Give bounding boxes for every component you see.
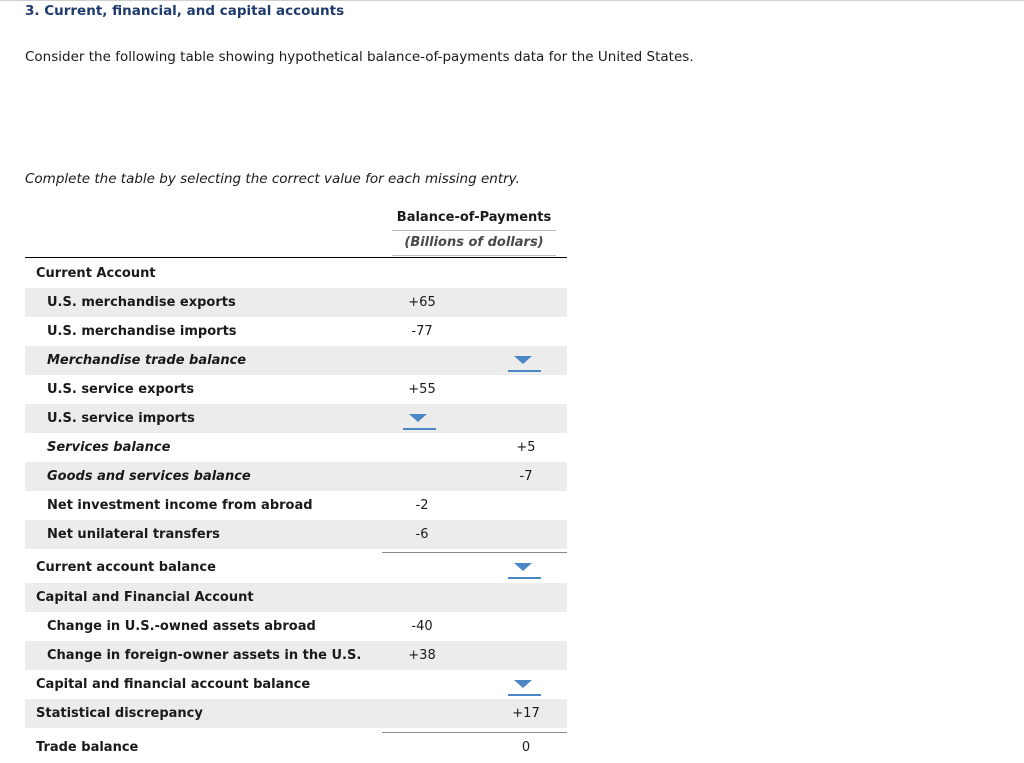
row-label: Net unilateral transfers: [47, 527, 220, 542]
value-cell: 0: [521, 740, 531, 755]
column-header: [392, 210, 556, 256]
service-imports-dropdown[interactable]: [403, 404, 438, 433]
row-label: Statistical discrepancy: [36, 706, 203, 721]
value-cell: -7: [519, 469, 533, 484]
table-row: [25, 641, 567, 670]
top-divider: [0, 0, 1024, 1]
value-cell: -40: [411, 619, 433, 634]
value-cell: +17: [512, 706, 540, 721]
header-rule: [25, 257, 567, 258]
table-row: [25, 670, 567, 699]
dropdown-underline: [508, 577, 541, 579]
value-cell: +55: [408, 382, 436, 397]
dropdown-arrow-icon: [514, 356, 532, 364]
row-label: Goods and services balance: [47, 469, 251, 484]
table-row: [25, 462, 567, 491]
intro-text: Consider the following table showing hypothetical balance-of-payments data for the United States.: [25, 49, 694, 65]
row-label: Change in foreign-owner assets in the U.S.: [47, 648, 362, 663]
current-account-balance-dropdown[interactable]: [508, 553, 543, 582]
table-row: [25, 733, 567, 762]
dropdown-arrow-icon: [409, 414, 427, 422]
row-label: Services balance: [47, 440, 171, 455]
dropdown-underline: [403, 428, 436, 430]
column-title: Balance-of-Payments: [392, 210, 556, 231]
merchandise-trade-balance-dropdown[interactable]: [508, 346, 543, 375]
instruction-text: Complete the table by selecting the correct value for each missing entry.: [25, 171, 520, 187]
row-label: Change in U.S.-owned assets abroad: [47, 619, 316, 634]
capital-financial-balance-dropdown[interactable]: [508, 670, 543, 699]
table-row: [25, 520, 567, 549]
row-label: Merchandise trade balance: [47, 353, 247, 368]
table-row: [25, 317, 567, 346]
dropdown-arrow-icon: [514, 680, 532, 688]
value-cell: +38: [408, 648, 436, 663]
table-row: [25, 346, 567, 375]
table-row: [25, 553, 567, 582]
dropdown-arrow-icon: [514, 563, 532, 571]
row-label: U.S. service exports: [47, 382, 195, 397]
table-row: [25, 433, 567, 462]
row-label: Capital and Financial Account: [36, 590, 254, 605]
dropdown-underline: [508, 370, 541, 372]
value-cell: +5: [516, 440, 536, 455]
column-subtitle: (Billions of dollars): [392, 231, 556, 256]
table-row: [25, 583, 567, 612]
table-row: [25, 375, 567, 404]
table-row: [25, 491, 567, 520]
question-title: 3. Current, financial, and capital accounts: [25, 3, 345, 19]
row-label: Net investment income from abroad: [47, 498, 313, 513]
value-cell: +65: [408, 295, 436, 310]
value-cell: -2: [415, 498, 429, 513]
row-label: Capital and financial account balance: [36, 677, 311, 692]
value-cell: -6: [415, 527, 429, 542]
row-label: Current Account: [36, 266, 156, 281]
row-label: U.S. merchandise imports: [47, 324, 237, 339]
dropdown-underline: [508, 694, 541, 696]
row-label: U.S. merchandise exports: [47, 295, 236, 310]
table-row: [25, 612, 567, 641]
table-row: [25, 404, 567, 433]
row-label: Trade balance: [36, 740, 139, 755]
row-label: Current account balance: [36, 560, 216, 575]
table-row: [25, 259, 567, 288]
row-label: U.S. service imports: [47, 411, 195, 426]
value-cell: -77: [411, 324, 433, 339]
table-row: [25, 699, 567, 728]
table-row: [25, 288, 567, 317]
